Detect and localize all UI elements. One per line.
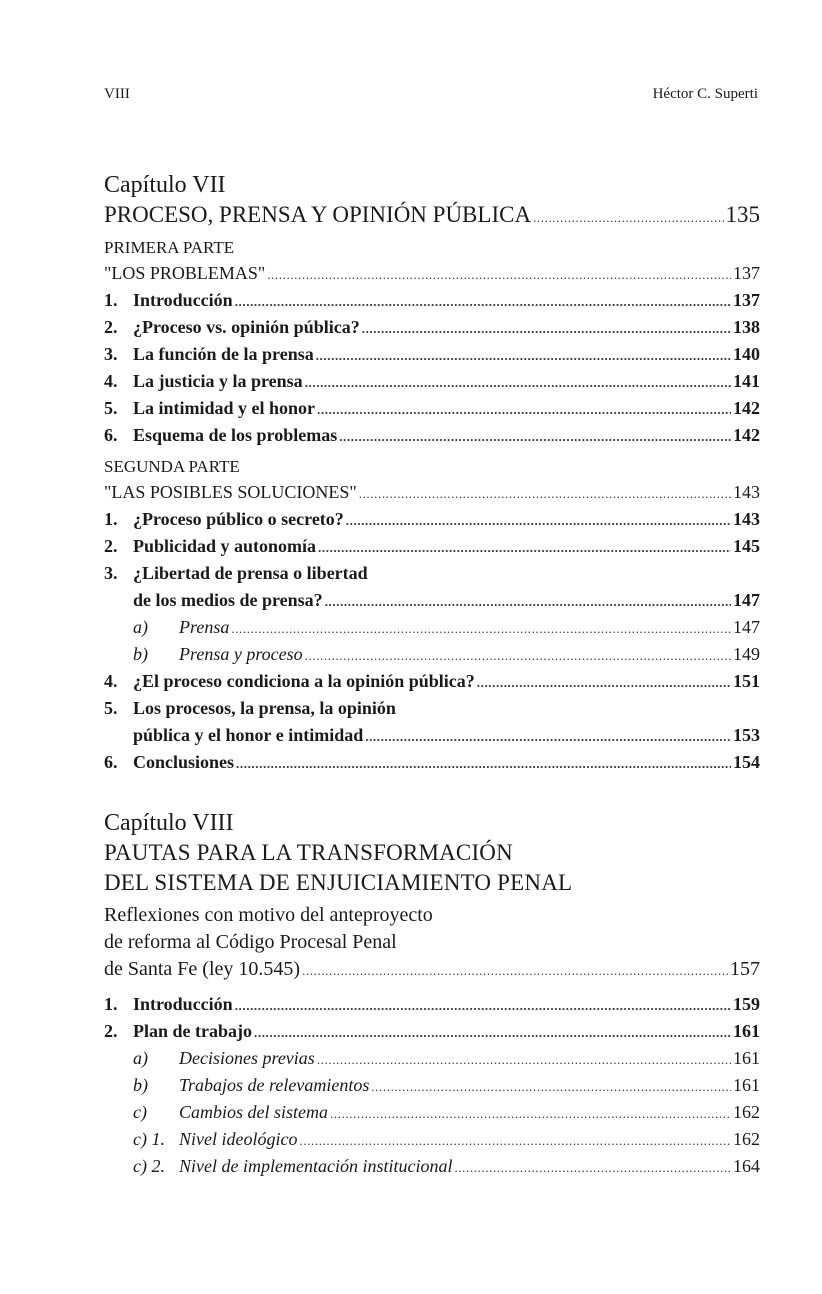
chapter-8-subtitle-line-1: Reflexiones con motivo del anteproyecto (104, 904, 433, 926)
chapter-7-section (104, 170, 760, 776)
entry-title: Esquema de los problemas (133, 425, 338, 445)
toc-entry[interactable] (104, 395, 760, 422)
entry-page: 145 (733, 536, 760, 556)
toc-entry[interactable] (104, 1018, 760, 1045)
leader-dots (325, 587, 731, 615)
leader-dots (365, 722, 731, 750)
leader-dots (477, 668, 731, 696)
entry-title: ¿Libertad de prensa o libertad (133, 563, 368, 583)
leader-dots (359, 479, 731, 507)
leader-dots (330, 1099, 731, 1127)
leader-dots (299, 1126, 731, 1154)
entry-title: ¿Proceso vs. opinión pública? (133, 317, 360, 337)
chapter-8-label: Capítulo VIII (104, 810, 234, 836)
entry-title: Conclusiones (133, 752, 235, 772)
toc-entry[interactable] (104, 533, 760, 560)
leader-dots (318, 533, 731, 561)
entry-number: 2. (104, 536, 118, 556)
entry-number: 2. (104, 1021, 118, 1041)
entry-page: 162 (733, 1129, 760, 1149)
part-2-page: 143 (733, 482, 760, 502)
entry-number: 6. (104, 425, 118, 445)
running-header (104, 86, 758, 110)
entry-title: ¿El proceso condiciona a la opinión pública? (133, 671, 475, 691)
subentry-letter: c) 1. (133, 1129, 165, 1149)
entry-title: Plan de trabajo (133, 1021, 252, 1041)
entry-title: La intimidad y el honor (133, 398, 316, 418)
author-name: Héctor C. Superti (652, 86, 758, 102)
leader-dots (254, 1018, 731, 1046)
toc-entry-first-line[interactable] (104, 560, 760, 587)
chapter-8-title-entry[interactable] (104, 956, 760, 983)
chapter-8-title-line-2: DEL SISTEMA DE ENJUICIAMIENTO PENAL (104, 870, 573, 895)
entry-title-continued: de los medios de prensa? (133, 590, 323, 610)
page-number-roman: VIII (104, 86, 130, 102)
toc-entry[interactable] (104, 991, 760, 1018)
entry-page: 142 (733, 425, 760, 445)
chapter-8-subtitle-line-3: de Santa Fe (ley 10.545) (104, 958, 301, 980)
subentry-title: Decisiones previas (179, 1048, 315, 1068)
entry-page: 149 (733, 644, 760, 664)
entry-page: 138 (733, 317, 760, 337)
part-1-page: 137 (733, 263, 760, 283)
subentry-letter: b) (133, 1075, 148, 1095)
leader-dots (235, 287, 731, 315)
toc-entry[interactable] (104, 668, 760, 695)
entry-number: 1. (104, 290, 118, 310)
subentry-title: Nivel de implementación institucional (179, 1156, 453, 1176)
part-2-title-entry[interactable] (104, 479, 760, 506)
entry-page: 142 (733, 398, 760, 418)
leader-dots (267, 260, 731, 288)
subentry-letter: a) (133, 617, 148, 637)
chapter-7-title-entry[interactable] (104, 200, 760, 230)
toc-entry-first-line[interactable] (104, 695, 760, 722)
leader-dots (236, 749, 731, 777)
entry-page: 147 (733, 590, 760, 610)
chapter-8-page: 157 (730, 958, 760, 980)
entry-title: La función de la prensa (133, 344, 314, 364)
toc-entry[interactable] (104, 422, 760, 449)
leader-dots (317, 1045, 731, 1073)
chapter-7-page: 135 (725, 202, 760, 227)
toc-entry[interactable] (104, 506, 760, 533)
entry-page: 161 (733, 1075, 760, 1095)
leader-dots (231, 614, 731, 642)
entry-title: ¿Proceso público o secreto? (133, 509, 344, 529)
leader-dots (533, 200, 723, 233)
leader-dots (305, 368, 731, 396)
chapter-7-title: PROCESO, PRENSA Y OPINIÓN PÚBLICA (104, 202, 532, 227)
leader-dots (302, 956, 728, 984)
toc-subentry[interactable] (104, 614, 760, 641)
toc-subentry[interactable] (104, 1126, 760, 1153)
leader-dots (305, 641, 731, 669)
entry-title-continued: pública y el honor e intimidad (133, 725, 364, 745)
entry-page: 154 (733, 752, 760, 772)
part-1-title: "LOS PROBLEMAS" (104, 263, 266, 283)
entry-number: 6. (104, 752, 118, 772)
chapter-8-subtitle-line-2: de reforma al Código Procesal Penal (104, 931, 397, 953)
entry-page: 153 (733, 725, 760, 745)
subentry-title: Nivel ideológico (179, 1129, 298, 1149)
toc-subentry[interactable] (104, 1045, 760, 1072)
toc-entry[interactable] (104, 749, 760, 776)
entry-number: 3. (104, 563, 118, 583)
leader-dots (316, 341, 731, 369)
subentry-letter: c) (133, 1102, 147, 1122)
part-2-label: SEGUNDA PARTE (104, 457, 240, 476)
leader-dots (346, 506, 731, 534)
entry-page: 141 (733, 371, 760, 391)
toc-entry[interactable] (104, 287, 760, 314)
subentry-title: Cambios del sistema (179, 1102, 329, 1122)
toc-entry[interactable] (104, 722, 760, 749)
entry-number: 3. (104, 344, 118, 364)
entry-number: 5. (104, 698, 118, 718)
part-1-title-entry[interactable] (104, 260, 760, 287)
subentry-letter: a) (133, 1048, 148, 1068)
toc-subentry[interactable] (104, 1099, 760, 1126)
chapter-7-label: Capítulo VII (104, 172, 226, 198)
toc-entry[interactable] (104, 314, 760, 341)
leader-dots (454, 1153, 731, 1181)
entry-page: 159 (733, 994, 760, 1014)
leader-dots (362, 314, 731, 342)
toc-subentry[interactable] (104, 1153, 760, 1180)
leader-dots (235, 991, 731, 1019)
entry-title: La justicia y la prensa (133, 371, 303, 391)
leader-dots (317, 395, 731, 423)
entry-page: 143 (733, 509, 760, 529)
entry-page: 137 (733, 290, 760, 310)
subentry-letter: c) 2. (133, 1156, 165, 1176)
entry-title: Introducción (133, 290, 233, 310)
entry-page: 140 (733, 344, 760, 364)
entry-page: 164 (733, 1156, 760, 1176)
toc-subentry[interactable] (104, 641, 760, 668)
entry-page: 147 (733, 617, 760, 637)
entry-number: 5. (104, 398, 118, 418)
toc-entry[interactable] (104, 341, 760, 368)
chapter-8-section (104, 808, 760, 1180)
part-1-label: PRIMERA PARTE (104, 238, 235, 257)
part-2-title: "LAS POSIBLES SOLUCIONES" (104, 482, 357, 502)
subentry-title: Prensa (179, 617, 230, 637)
entry-page: 161 (733, 1048, 760, 1068)
entry-title: Publicidad y autonomía (133, 536, 317, 556)
leader-dots (371, 1072, 731, 1100)
entry-number: 1. (104, 994, 118, 1014)
entry-number: 4. (104, 371, 118, 391)
toc-entry[interactable] (104, 368, 760, 395)
entry-title: Introducción (133, 994, 233, 1014)
toc-entry[interactable] (104, 587, 760, 614)
entry-page: 151 (733, 671, 760, 691)
toc-subentry[interactable] (104, 1072, 760, 1099)
chapter-8-title-line-1: PAUTAS PARA LA TRANSFORMACIÓN (104, 840, 513, 865)
entry-number: 1. (104, 509, 118, 529)
entry-page: 161 (733, 1021, 760, 1041)
entry-number: 4. (104, 671, 118, 691)
subentry-title: Trabajos de relevamientos (179, 1075, 370, 1095)
subentry-letter: b) (133, 644, 148, 664)
leader-dots (339, 422, 731, 450)
subentry-title: Prensa y proceso (179, 644, 303, 664)
entry-number: 2. (104, 317, 118, 337)
entry-title: Los procesos, la prensa, la opinión (133, 698, 396, 718)
entry-page: 162 (733, 1102, 760, 1122)
